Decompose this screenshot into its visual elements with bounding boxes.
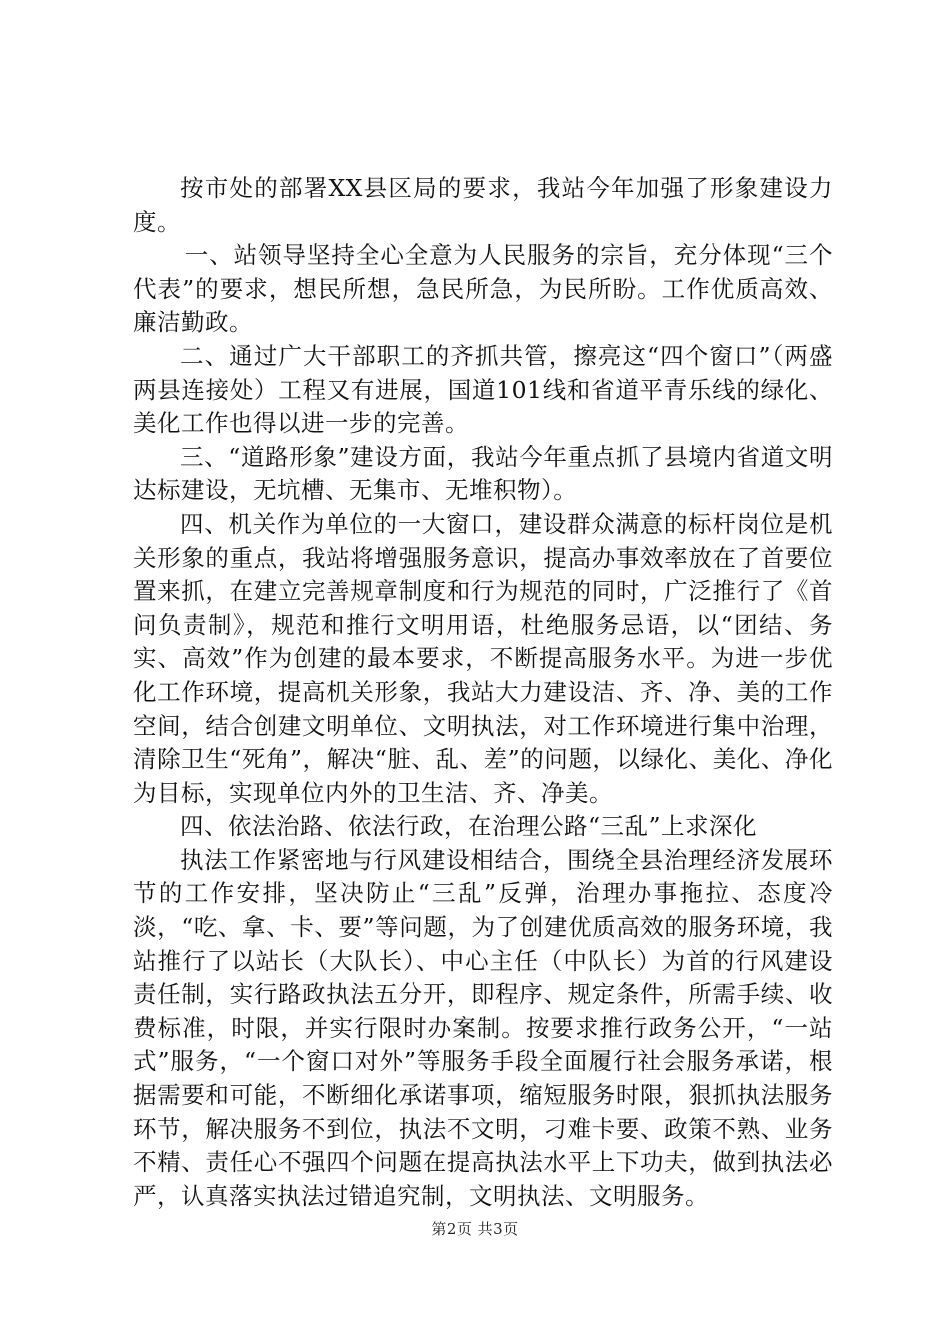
paragraph-section-heading: 四、依法治路、依法行政，在治理公路“三乱”上求深化 xyxy=(180,812,758,841)
paragraph-intro: 按市处的部署XX县区局的要求，我站今年加强了形象建设力度。 xyxy=(133,174,833,236)
paragraph-section-2: 二、通过广大干部职工的齐抓共管，擦亮这“四个窗口”（两盛两县连接处）工程又有进展，国道101线和省道平青乐线的绿化、美化工作也得以进一步的完善。 xyxy=(133,341,833,438)
paragraph-section-3: 三、“道路形象”建设方面，我站今年重点抓了县境内省道文明达标建设，无坑槽、无集市、无堆积物）。 xyxy=(133,442,833,505)
paragraph-section-4: 四、机关作为单位的一大窗口，建设群众满意的标杆岗位是机关形象的重点，我站将增强服务意识，提高办事效率放在了首要位置来抓，在建立完善规章制度和行为规范的同时，广泛推行了《首问负责制》，规范和推行文明用语，杜绝服务忌语，以“团结、务实、高效”作为创建的最本要求，不断提高服务水平。为进一步优化工作环境，提高机关形象，我站大力建设洁、齐、净、美的工作空间，结合创建文明单位、文明执法，对工作环境进行集中治理，清除卫生“死角”，解决“脏、乱、差”的问题，以绿化、美化、净化为目标，实现单位内外的卫生洁、齐、净美。 xyxy=(133,509,833,807)
paragraph-section-1: 一、站领导坚持全心全意为人民服务的宗旨，充分体现“三个代表”的要求，想民所想，急民所急，为民所盼。工作优质高效、廉洁勤政。 xyxy=(133,241,833,337)
document-body xyxy=(133,172,833,1213)
page-number-footer: 第2页 共3页 xyxy=(431,1220,519,1238)
paragraph-law-enforcement: 执法工作紧密地与行风建设相结合，围绕全县治理经济发展环节的工作安排，坚决防止“三乱”反弹，治理办事拖拉、态度冷淡，“吃、拿、卡、要”等问题，为了创建优质高效的服务环境，我站推行了以站长（大队长）、中心主任（中队长）为首的行风建设责任制，实行路政执法五分开，即程序、规定条件，所需手续、收费标准，时限，并实行限时办案制。按要求推行政务公开，“一站式”服务，“一个窗口对外”等服务手段全面履行社会服务承诺，根据需要和可能，不断细化承诺事项，缩短服务时限，狠抓执法服务环节，解决服务不到位，执法不文明，刁难卡要、政策不熟、业务不精、责任心不强四个问题在提高执法水平上下功夫，做到执法必严，认真落实执法过错追究制，文明执法、文明服务。 xyxy=(133,845,833,1210)
